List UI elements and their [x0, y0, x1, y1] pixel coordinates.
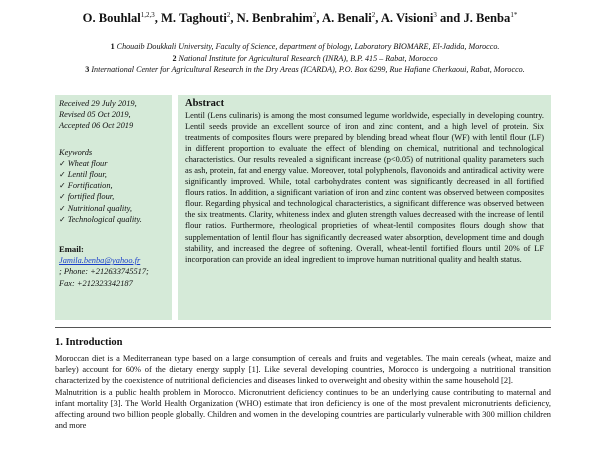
affiliation: 2 National Institute for Agricultural Research (INRA), B.P. 415 – Rabat, Morocco — [172, 53, 438, 63]
affiliations — [50, 41, 560, 76]
introduction-paragraph: Malnutrition is a public health problem in Morocco. Micronutrient deficiency continues to be an underlying cause contributing to maternal and infant mortality [3]. The World Health Organization (WHO) estimate that iron deficiency is one of the most prevalent micronutrients deficiency, affecting around two billion people globally. Children and women in the developing countries are particularly vulnerable with 300 million children and more — [55, 387, 551, 431]
checkmark-icon: ✓ — [59, 214, 66, 224]
keyword-item: ✓ Wheat flour — [59, 158, 108, 168]
article-dates — [55, 95, 172, 135]
keyword-item: ✓ Nutritional quality, — [59, 203, 132, 213]
keyword-item: ✓ fortified flour, — [59, 192, 115, 202]
section-divider — [55, 327, 551, 328]
introduction-paragraph: Moroccan diet is a Mediterranean type based on a large consumption of cereals and fruits and vegetables. The main cereals (wheat, maize and barley) account for 60% of the dietary energy supply [1]. Like several developing countries, Morocco is undergoing a nutritional transition characterized by the coexistence of nutritional deficiencies and diseases linked to overweight and obesity within the same household [2]. — [55, 354, 551, 386]
author: J. Benba$^{1*}$ — [463, 11, 518, 26]
author: A. Visioni$^3$ and — [380, 11, 464, 26]
contact-info — [55, 255, 172, 289]
accepted-date: Accepted 06 Oct 2019 — [59, 121, 134, 131]
checkmark-icon: ✓ — [59, 192, 66, 202]
keyword-item: ✓ Technological quality. — [59, 214, 142, 224]
checkmark-icon: ✓ — [59, 203, 66, 213]
checkmark-icon: ✓ — [59, 158, 66, 168]
revised-date: Revised 05 Oct 2019, — [59, 110, 131, 120]
author: N. Benbrahim$^2$, — [236, 11, 323, 26]
author-list — [0, 11, 600, 26]
phone-number: ; Phone: +212633745517; — [59, 267, 149, 277]
article-info-sidebar — [55, 95, 172, 320]
received-date: Received 29 July 2019, — [59, 99, 137, 108]
author: M. Taghouti$^2$, — [161, 11, 237, 26]
affiliation: 3 International Center for Agricultural Research in the Dry Areas (ICARDA), P.O. Box 6299, Rue Hafiane Cherkaoui, Rabat, Morocco. — [85, 65, 525, 74]
affiliation: 1 Chouaib Doukkali University, Faculty of Science, department of biology, Laboratory BIOMARE, El-Jadida, Morocco. — [110, 42, 500, 51]
keywords-list — [55, 158, 172, 225]
keywords-title: Keywords — [59, 147, 93, 157]
fax-number: Fax: +212323342187 — [59, 278, 133, 288]
introduction-section — [55, 337, 551, 431]
author: A. Benali$^2$, — [322, 11, 381, 26]
email-link[interactable]: Jamila.benba@yahoo.fr — [59, 256, 141, 266]
abstract-box — [178, 95, 551, 320]
abstract-text: Lentil (Lens culinaris) is among the most consumed legume worldwide, especially in developing country. Lentil seeds provide an excellent source of iron and zinc content, and a high level of protein. Six treatments of composites flours were prepared by blending bread wheat flour (WF) with lentil flour (LF) in different proportion to evaluate the effect of blending on chemical, nutritional and technological characteristics. Our results revealed a significant increase (p<0.05) of nutritional quality parameters such as ash, protein, fat and energy value. Moreover, total polyphenols, flavonoids and antiradical activity were significantly improved. While, total carbohydrates content was significantly decreased in all fortified flours ratios. In addition, a significant variation of iron and zinc content was observed between composites flour. Regarding physical and technological characteristics, a significant difference was observed between the six treatments. Clarity, whiteness index and gluten strength values decreased with the increase of lentil flour ratios. Furthermore, rheological proprieties of wheat-lentil composites flours dough show that supplementation of lentil flour has significantly decreased water absorption, development time and dough stability, and increased the degree of softening. Overall, wheat-lentil fortified flours until 20% of LF incorporation can provide an ideal ingredient to improve human nutritional quality and health status. — [185, 111, 544, 264]
abstract-title: Abstract — [185, 98, 225, 109]
checkmark-icon: ✓ — [59, 181, 66, 191]
author: O. Bouhlal$^{1,2,3}$, — [82, 11, 162, 26]
keyword-item: ✓ Lentil flour, — [59, 170, 107, 180]
keyword-item: ✓ Fortification, — [59, 181, 113, 191]
email-title: Email: — [59, 244, 84, 255]
introduction-heading: 1. Introduction — [55, 337, 123, 348]
checkmark-icon: ✓ — [59, 170, 66, 180]
